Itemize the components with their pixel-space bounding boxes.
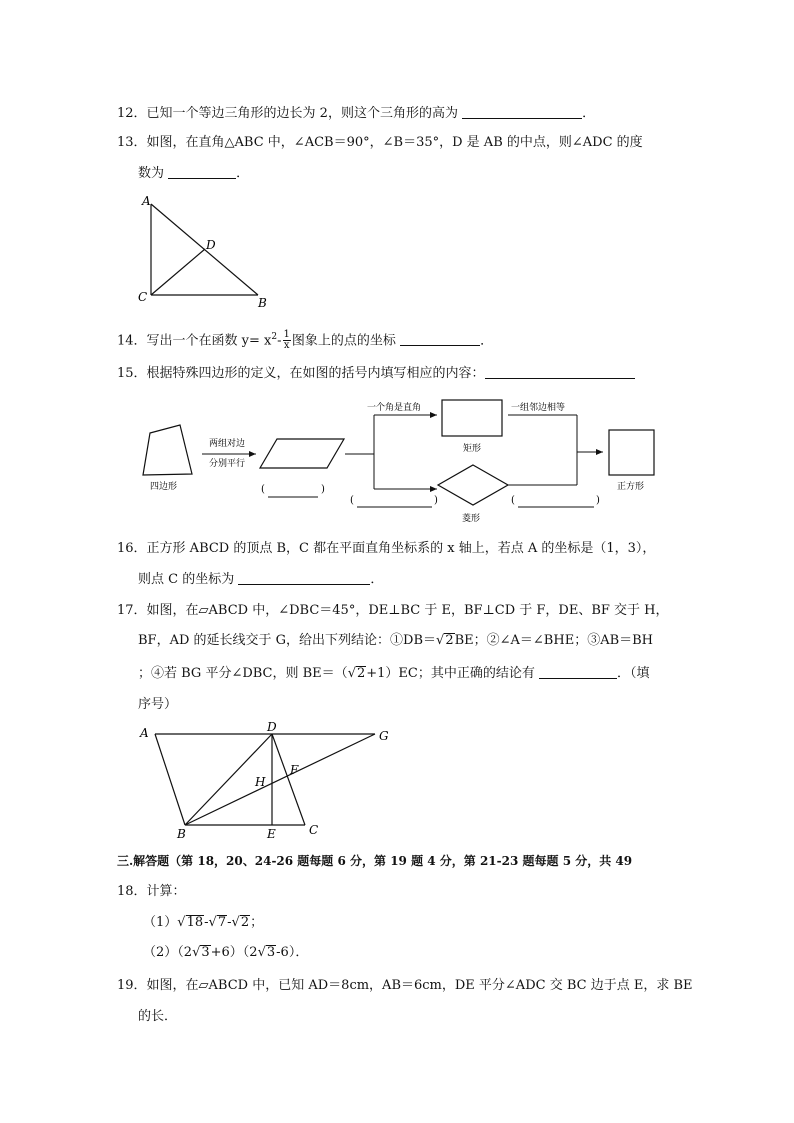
q15-number: 15．: [117, 366, 147, 381]
q18-p1-sqrt7: 7: [217, 915, 227, 930]
q14-number: 14．: [117, 333, 147, 349]
q17-text-line3b: +1）EC；其中正确的结论有: [366, 666, 535, 681]
q16-text-line1: 正方形 ABCD 的顶点 B，C 都在平面直角坐标系的 x 轴上，若点 A 的坐标是（1，3），: [146, 541, 656, 556]
q14-frac-num: 1: [283, 329, 290, 341]
q15-label-right-angle: 一个角是直角: [367, 403, 422, 413]
q17-text-line4: 序号）: [138, 697, 178, 712]
q15-answer-blank[interactable]: [485, 364, 635, 379]
q15-paren-sq-left: (: [511, 495, 515, 506]
q14-text-pre: 写出一个在函数 y= x: [146, 333, 272, 349]
q18-number: 18．: [117, 884, 147, 899]
q17-text-line3a: ；④若 BG 平分∠DBC，则 BE＝（: [138, 666, 348, 681]
q16-number: 16．: [117, 541, 147, 556]
q15-label-adjacent-equal: 一组邻边相等: [511, 403, 566, 413]
q15-paren-pg-left: (: [261, 484, 265, 495]
q15-paren-rh-left: (: [350, 495, 354, 506]
q17-label-a: A: [140, 726, 149, 740]
q18-text: 计算：: [146, 884, 186, 899]
q13-triangle-figure: [130, 190, 280, 310]
q14-fraction: [283, 330, 291, 351]
q16-line1: [117, 540, 655, 558]
q17-sqrt-2a: 2: [445, 633, 454, 648]
q16-answer-blank[interactable]: [238, 570, 370, 585]
q18-part1: （1）√18-√7-√2；: [143, 915, 264, 930]
q17-label-h: H: [255, 775, 266, 789]
q13-label-c: C: [138, 290, 148, 304]
q15-paren-pg-right: ): [321, 484, 325, 495]
q17-text-line2a: BF，AD 的延长线交于 G，给出下列结论：①DB＝: [138, 633, 437, 648]
q12-text: 已知一个等边三角形的边长为 2，则这个三角形的高为: [146, 106, 458, 121]
q19-line2: [138, 1008, 177, 1026]
q13-answer-blank[interactable]: [168, 164, 236, 179]
q15-paren-rh-right: ): [434, 495, 438, 506]
q17-label-e: E: [267, 827, 276, 841]
q17-line-bg: [185, 734, 375, 825]
q14-text-post: 图象上的点的坐标: [291, 333, 396, 349]
q13-label-b: B: [258, 296, 267, 310]
q17-side-dc: [272, 734, 305, 825]
q17-label-b: B: [177, 827, 186, 841]
q17-side-ab: [155, 734, 185, 825]
q14-frac-den: x: [283, 340, 290, 352]
section3-title: 三.解答题（第 18，20、24-26 题每题 6 分，第 19 题 4 分，第 21-23 题每题 5 分，共 49: [117, 854, 633, 868]
q12: [117, 104, 595, 123]
q18-part2: （2）（2√3+6）（2√3-6）．: [143, 945, 309, 960]
q15-parallelogram-shape: [260, 439, 344, 468]
q17-label-d: D: [267, 722, 277, 734]
q15-rectangle-shape: [442, 400, 502, 436]
q19-line1: [117, 977, 693, 995]
q17-line2: BF，AD 的延长线交于 G，给出下列结论：①DB＝√2BE；②∠A＝∠BHE；③AB＝BH: [138, 633, 654, 648]
q17-answer-blank[interactable]: [539, 664, 617, 679]
q15-arrow1-top: 两组对边: [209, 439, 246, 449]
q17-line4: [138, 696, 177, 714]
q13-line2: [138, 164, 249, 183]
q17-parallelogram-figure: [135, 722, 405, 842]
q15: [117, 364, 635, 383]
q17-line1: [117, 602, 669, 620]
q17-sqrt-2b: 2: [356, 666, 366, 681]
q17-text-line2b: BE；②∠A＝∠BHE；③AB＝BH: [454, 633, 654, 648]
q18-p1-minus1: -: [204, 915, 209, 930]
q15-quadrilateral-shape: [143, 425, 192, 475]
q15-rhombus-shape: [438, 465, 508, 505]
q18-p1-label: （1）: [143, 915, 178, 930]
q17-label-c: C: [309, 823, 319, 837]
q13-label-a: A: [142, 194, 151, 208]
q15-label-lingxing: 菱形: [462, 514, 481, 524]
q15-label-sibianxing: 四边形: [150, 482, 178, 492]
q13-label-d: D: [206, 238, 216, 252]
q18-p2-b: +6）（2: [210, 945, 258, 960]
q16-text-line2: 则点 C 的坐标为: [138, 572, 235, 587]
q17-label-f: F: [290, 763, 299, 777]
q18-p2-c: -6）．: [276, 945, 309, 960]
q19-text-line2: 的长．: [138, 1009, 178, 1024]
q18: [117, 883, 186, 901]
q13-median-cd: [151, 249, 205, 295]
q13-number: 13．: [117, 135, 147, 150]
q17-label-g: G: [379, 729, 389, 743]
q18-p2-label: （2）: [143, 945, 178, 960]
q15-square-shape: [609, 430, 654, 475]
q18-p2-sqrt3a: 3: [201, 945, 210, 960]
q13-end: ．: [236, 166, 250, 181]
q18-p1-minus2: -: [227, 915, 232, 930]
q14-minus: -: [277, 333, 282, 349]
q15-paren-sq-right: ): [596, 495, 600, 506]
q19-number: 19．: [117, 978, 147, 993]
q14-end: ．: [480, 333, 494, 349]
q13-text-line1: 如图，在直角△ABC 中，∠ACB＝90°，∠B＝35°，D 是 AB 的中点，则∠ADC 的度: [146, 135, 643, 150]
q12-end: ．: [582, 106, 596, 121]
q16-end: ．: [370, 572, 384, 587]
q15-label-juxing: 矩形: [463, 444, 482, 454]
q17-text-line3-end: ．（填: [617, 666, 650, 681]
q15-flowchart: [130, 395, 670, 530]
q14-answer-blank[interactable]: [400, 331, 480, 346]
q12-number: 12．: [117, 106, 147, 121]
q13-line1: [117, 134, 643, 152]
q17-number: 17．: [117, 603, 147, 618]
q18-p2-sqrt3b: 3: [266, 945, 276, 960]
q15-text: 根据特殊四边形的定义，在如图的括号内填写相应的内容：: [146, 366, 485, 381]
q17-line3: ；④若 BG 平分∠DBC，则 BE＝（√2+1）EC；其中正确的结论有 ．（填: [138, 666, 650, 681]
q18-p1-sqrt2: 2: [240, 915, 250, 930]
q19-text-line1: 如图，在▱ABCD 中，已知 AD＝8cm，AB＝6cm，DE 平分∠ADC 交 BC 边于点 E，求 BE: [146, 978, 693, 993]
q18-p1-end: ；: [250, 915, 264, 930]
q18-p1-sqrt18: 18: [186, 915, 204, 930]
q13-text-line2: 数为: [138, 166, 165, 181]
q17-text-line1: 如图，在▱ABCD 中，∠DBC＝45°，DE⊥BC 于 E，BF⊥CD 于 F，DE、BF 交于 H，: [146, 603, 669, 618]
q18-p2-a: （2: [177, 945, 193, 960]
q16-line2: [138, 570, 383, 589]
q14: [117, 326, 493, 352]
q12-answer-blank[interactable]: [462, 104, 582, 119]
q15-arrow1-bottom: 分别平行: [209, 459, 246, 469]
q14-exponent: 2: [271, 332, 278, 342]
q15-label-zhengfangxing: 正方形: [617, 482, 645, 492]
